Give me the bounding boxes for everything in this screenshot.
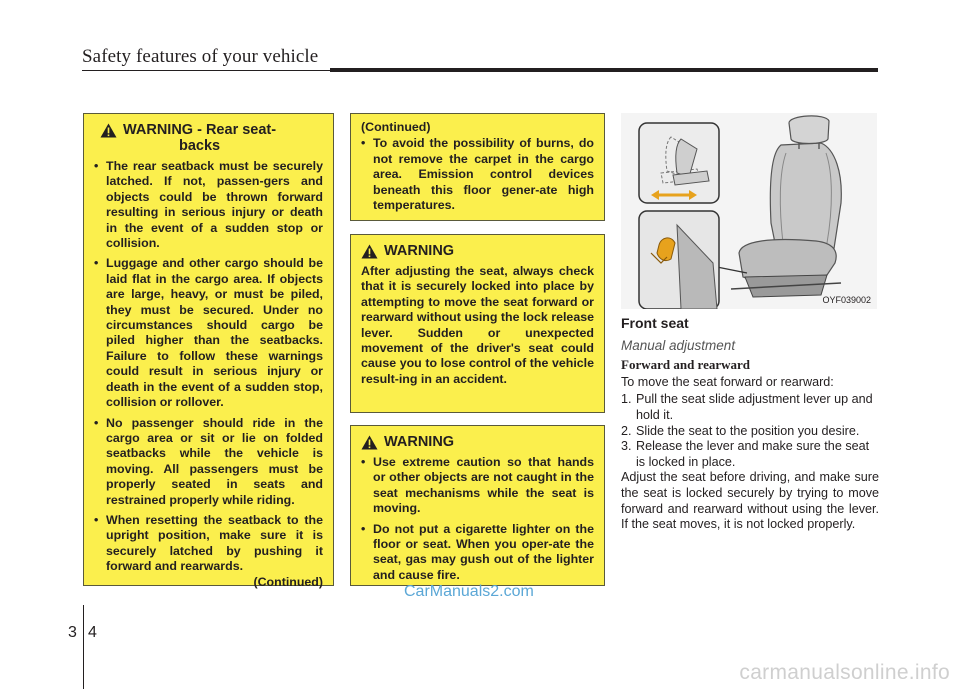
warning-heading-line1: WARNING - Rear seat-: [123, 122, 277, 138]
continued-label: (Continued): [361, 120, 431, 134]
section-subsubtitle: Forward and rearward: [621, 357, 751, 373]
page-number: 4: [88, 624, 97, 641]
list-item: • The rear seatback must be securely latched. If not, passen-gers and objects could be thrown forward resulting in serious injury or death in the event of a sudden stop or collision.: [94, 159, 323, 251]
warning-heading: [94, 122, 323, 154]
warning-bullet-list: [361, 455, 594, 583]
warning-seat-lock-box: [350, 234, 605, 413]
chapter-number: 3: [68, 624, 77, 641]
list-item: • Do not put a cigarette lighter on the floor or seat. When you oper-ate the seat, gas may gush out of the lighter and cause fire.: [361, 522, 594, 584]
page-number-divider: [83, 605, 84, 689]
warning-text: After adjusting the seat, always check that it is securely locked into place by attempting to move the seat forward or rearward without using the lock release lever. Sudden or unexpected movement of the driver's seat could cause you to lose control of the vehicle result-ing in an accident.: [361, 264, 594, 386]
list-item: • Use extreme caution so that hands or other objects are not caught in the seat mechanisms while the seat is moving.: [361, 455, 594, 517]
warning-rear-seatbacks-box: [83, 113, 334, 589]
warning-heading: [361, 434, 594, 450]
warning-heading-line2: backs: [178, 138, 221, 154]
section-title: Front seat: [621, 315, 689, 331]
list-item: • Luggage and other cargo should be laid flat in the cargo area. If objects are large, heavy, or must be piled, they must be secured. Under no circumstances should cargo be piled higher than the seatbacks. Failure to follow these warnings could result in serious injury or death in the event of a sudden stop, collision or rollover.: [94, 256, 323, 410]
warning-heading-text: WARNING: [384, 243, 455, 259]
figure-code: OYF039002: [822, 295, 871, 305]
steps-list: [621, 392, 879, 470]
seat-drawing: [621, 113, 877, 309]
list-item: • When resetting the seatback to the upright position, make sure it is securely latched by pushing it forward and rearwards.: [94, 513, 323, 575]
seat-adjustment-illustration: [621, 113, 877, 309]
list-item: 2. Slide the seat to the position you desire.: [621, 423, 860, 438]
page-header-title: Safety features of your vehicle: [82, 46, 319, 67]
closing-text: Adjust the seat before driving, and make sure the seat is locked securely by trying to move forward and rearward without using the lever. If the seat moves, it is not locked properly.: [621, 470, 879, 532]
warning-triangle-icon: [361, 435, 378, 450]
warning-triangle-icon: [361, 244, 378, 259]
front-seat-section: [621, 316, 879, 533]
intro-text: To move the seat forward or rearward:: [621, 374, 834, 389]
list-item: 1. Pull the seat slide adjustment lever up and hold it.: [621, 392, 873, 422]
watermark-link[interactable]: CarManuals2.com: [404, 583, 534, 600]
footer-watermark: carmanualsonline.info: [739, 661, 950, 684]
warning-heading-text: WARNING: [384, 434, 455, 450]
warning-heading: [361, 243, 594, 259]
list-item: • To avoid the possibility of burns, do not remove the carpet in the cargo area. Emission control devices beneath this floor gener-ate high temperatures.: [361, 136, 594, 213]
warning-caution-box: [350, 425, 605, 586]
section-subtitle: Manual adjustment: [621, 337, 736, 353]
list-item: 3. Release the lever and make sure the seat is locked in place.: [621, 439, 870, 469]
continued-label: (Continued): [253, 574, 323, 589]
warning-bullet-list: [361, 136, 594, 213]
warning-triangle-icon: [100, 123, 117, 138]
warning-bullet-list: [94, 159, 323, 575]
list-item: • No passenger should ride in the cargo area or sit or lie on folded seatbacks while the vehicle is moving. All passengers must be properly seated in seats and restrained properly while riding.: [94, 416, 323, 508]
continued-warning-box: [350, 113, 605, 221]
header-rule-bold: [330, 68, 878, 72]
